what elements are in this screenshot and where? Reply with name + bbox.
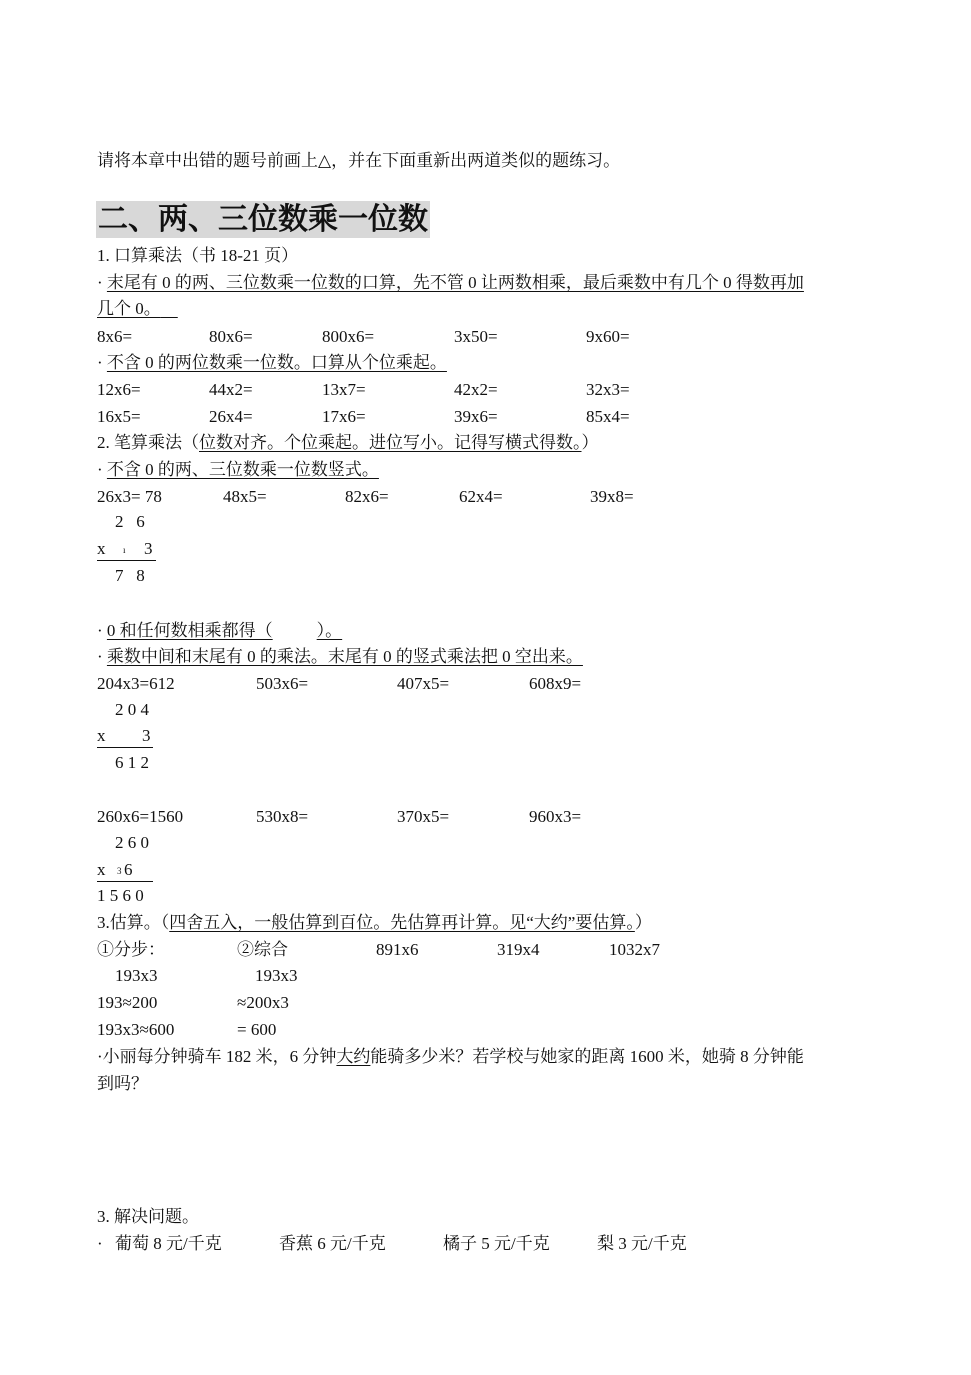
exercise: 608x9=	[529, 674, 582, 693]
exercise: 39x8=	[590, 487, 634, 506]
multiplier-line	[97, 539, 156, 561]
title-prefix: 2. 笔算乘法（	[97, 433, 199, 452]
exercise: 530x8=	[256, 807, 309, 826]
exercise: 80x6=	[209, 327, 253, 346]
multiplicand: 2 6 0	[115, 833, 149, 852]
step-line: 193x3	[115, 966, 158, 985]
method-step: ①分步：	[97, 940, 165, 959]
exercise-row-2	[0, 379, 971, 401]
exercise: 13x7=	[322, 380, 366, 399]
exercise-row-1	[0, 326, 971, 348]
carry-mark: 3	[117, 866, 122, 876]
multiplicand: 2 0 4	[115, 700, 149, 719]
product: 6 1 2	[115, 753, 149, 772]
exercise: 26x3= 78	[97, 487, 162, 506]
exercise: 62x4=	[459, 487, 503, 506]
step-line: 193x3	[255, 966, 298, 985]
bullet: ·	[97, 1047, 103, 1066]
exercise: 26x4=	[209, 407, 253, 426]
exercise: 85x4=	[586, 407, 630, 426]
bullet: ·	[97, 273, 103, 292]
problem-text: 小丽每分钟骑车 182 米，6 分钟	[102, 1047, 337, 1066]
rule-text: 0 和任何数相乘都得（ ）。	[106, 621, 343, 640]
product: 1 5 6 0	[97, 886, 144, 905]
title-suffix: ）	[634, 913, 652, 932]
multiplier-line	[97, 860, 153, 882]
exercise: 407x5=	[397, 674, 450, 693]
intro-instruction: 请将本章中出错的题号前画上△，并在下面重新出两道类似的题练习。	[97, 151, 621, 170]
chapter-heading: 二、两、三位数乘一位数	[98, 202, 428, 237]
exercise: 960x3=	[529, 807, 582, 826]
bullet: ·	[97, 353, 103, 372]
section1-rule1-line2	[97, 298, 178, 320]
price-list	[0, 1233, 971, 1255]
price-item: 橘子 5 元/千克	[443, 1234, 550, 1253]
price-item: 梨 3 元/千克	[597, 1234, 687, 1253]
times-sign: x	[97, 726, 106, 745]
section2-rule2	[97, 620, 342, 642]
exercise: 82x6=	[345, 487, 389, 506]
step-line: 193≈200	[97, 993, 158, 1012]
rule-text: 几个 0。	[97, 299, 161, 318]
times-sign: x	[97, 539, 106, 558]
bullet: ·	[97, 621, 103, 640]
section2-rule3	[97, 646, 583, 668]
problem-text: 能骑多少米？若学校与她家的距离 1600 米，她骑 8 分钟能	[370, 1047, 804, 1066]
exercise: 17x6=	[322, 407, 366, 426]
exercise: 8x6=	[97, 327, 133, 346]
problem-keyword: 大约	[336, 1047, 371, 1066]
exercise: 370x5=	[397, 807, 450, 826]
exercise-row-5	[0, 673, 971, 695]
exercise: 48x5=	[223, 487, 267, 506]
section1-rule1-line1	[97, 272, 804, 294]
exercise-row-4	[0, 486, 971, 508]
exercise: 39x6=	[454, 407, 498, 426]
exercise: 32x3=	[586, 380, 630, 399]
price-item: 香蕉 6 元/千克	[279, 1234, 386, 1253]
multiplicand: 2 6	[115, 512, 145, 531]
word-problem-line1	[97, 1046, 804, 1068]
section1-rule2	[97, 352, 447, 374]
rule-text: 不含 0 的两位数乘一位数。口算从个位乘起。	[106, 353, 447, 372]
section4-title: 3. 解决问题。	[97, 1207, 199, 1226]
section2-rule1	[97, 459, 379, 481]
carry-mark: ı	[123, 545, 126, 555]
multiplier: 6	[124, 860, 133, 879]
title-underlined: 四舍五入，一般估算到百位。先估算再计算。见“大约”要估算。	[169, 913, 635, 932]
exercise: 204x3=612	[97, 674, 175, 693]
exercise: 44x2=	[209, 380, 253, 399]
price-item: 葡萄 8 元/千克	[115, 1234, 222, 1253]
multiplier: 3	[144, 539, 153, 558]
exercise: 16x5=	[97, 407, 141, 426]
multiplier-line	[97, 726, 153, 748]
section3-title	[97, 912, 652, 934]
exercise: 12x6=	[97, 380, 141, 399]
rule-text: 乘数中间和末尾有 0 的乘法。末尾有 0 的竖式乘法把 0 空出来。	[106, 647, 583, 666]
exercise-row-3	[0, 406, 971, 428]
exercise: 800x6=	[322, 327, 375, 346]
bullet: ·	[97, 647, 103, 666]
bullet: ·	[97, 460, 103, 479]
section2-title	[97, 432, 599, 454]
method-combined: ②综合	[237, 940, 288, 959]
step-line: = 600	[237, 1020, 277, 1039]
step-line: ≈200x3	[237, 993, 289, 1012]
exercise: 1032x7	[609, 940, 660, 959]
title-prefix: 3.估算。（	[97, 913, 170, 932]
times-sign: x	[97, 860, 106, 879]
exercise: 503x6=	[256, 674, 309, 693]
rule-text: 不含 0 的两、三位数乘一位数竖式。	[106, 460, 379, 479]
estimation-row	[0, 939, 971, 961]
word-problem-line2: 到吗？	[97, 1074, 148, 1093]
multiplier: 3	[142, 726, 151, 745]
title-suffix: ）	[581, 433, 599, 452]
exercise: 319x4	[497, 940, 540, 959]
exercise: 3x50=	[454, 327, 498, 346]
bullet: ·	[97, 1234, 103, 1253]
rule-text: 末尾有 0 的两、三位数乘一位数的口算，先不管 0 让两数相乘，最后乘数中有几个 0 得数再加	[106, 273, 804, 292]
step-line: 193x3≈600	[97, 1020, 175, 1039]
title-underlined: 位数对齐。个位乘起。进位写小。记得写横式得数。	[199, 433, 582, 452]
exercise: 9x60=	[586, 327, 630, 346]
exercise: 891x6	[376, 940, 419, 959]
product: 7 8	[115, 566, 145, 585]
exercise: 260x6=1560	[97, 807, 184, 826]
exercise-row-6	[0, 806, 971, 828]
section1-title: 1. 口算乘法（书 18-21 页）	[97, 246, 299, 265]
exercise: 42x2=	[454, 380, 498, 399]
